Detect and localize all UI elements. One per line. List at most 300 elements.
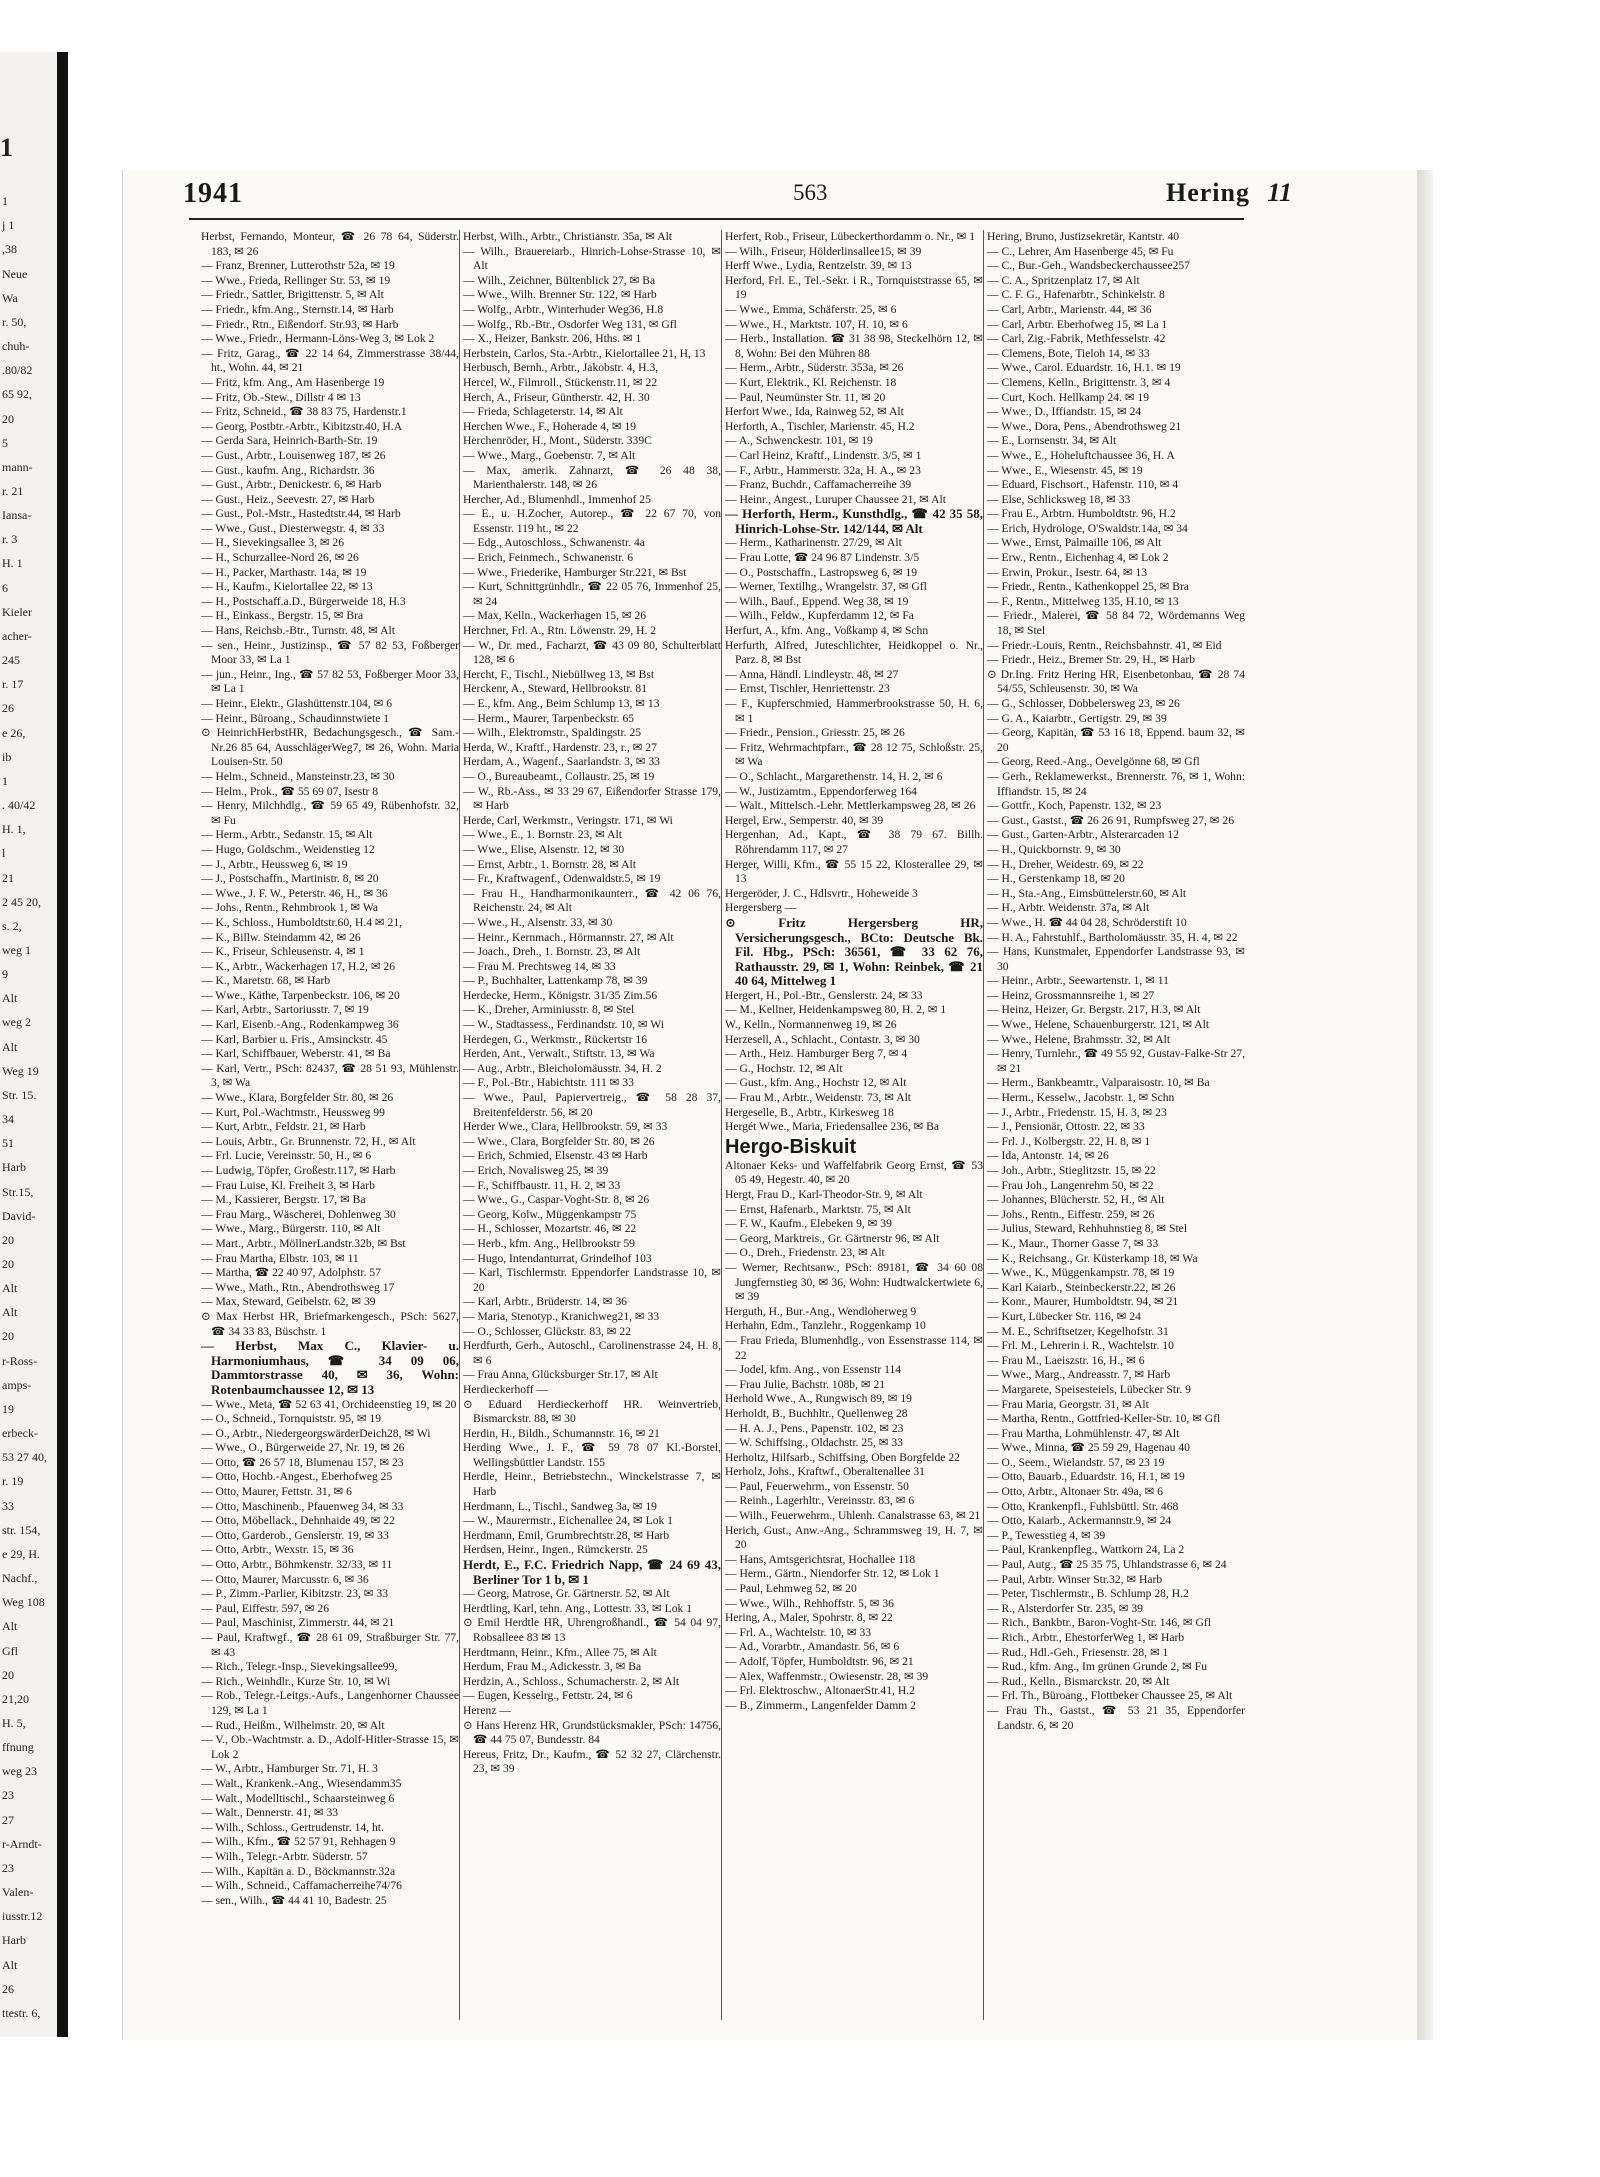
directory-entry: — Herb., kfm. Ang., Hellbrookstr 59	[463, 1236, 635, 1250]
directory-entry: — Paul, Neumünster Str. 11, ✉ 20	[725, 390, 886, 404]
directory-entry: — W., Arbtr., Hamburger Str. 71, H. 3	[201, 1762, 378, 1776]
previous-page-text: weg 23	[2, 1764, 37, 1779]
previous-page-text: 245	[2, 653, 20, 668]
directory-entry: — Friedr., Rentn., Kathenkoppel 25, ✉ Bra	[987, 580, 1189, 594]
directory-entry: — Maria, Stenotyp., Kranichweg21, ✉ 33	[463, 1309, 660, 1323]
directory-entry: — Frau Th., Gastst., ☎ 53 21 35, Eppendorfer Landstr. 6, ✉ 20	[987, 1703, 1245, 1732]
directory-entry: — Herbst, Max C., Klavier- u. Harmoniumhaus, ☎ 34 09 06, Dammtorstrasse 40, ✉ 36, Wohn: Rotenbaumchaussee 12, ✉ 13	[201, 1338, 459, 1397]
directory-entry: — Martha, ☎ 22 40 97, Adolphstr. 57	[201, 1266, 381, 1280]
previous-page-text: 51	[2, 1136, 14, 1151]
directory-entry: — Gottfr., Koch, Papenstr. 132, ✉ 23	[987, 799, 1162, 813]
directory-entry: — Hugo, Intendanturrat, Grindelhof 103	[463, 1251, 652, 1265]
directory-entry: — Wilh., Telegr.-Arbtr. Süderstr. 57	[201, 1849, 368, 1863]
directory-entry: — Herm., Bankbeamtr., Valparaisostr. 10, ✉ Ba	[987, 1076, 1210, 1090]
previous-page-text: l	[2, 846, 6, 861]
directory-entry: — H., Gerstenkamp 18, ✉ 20	[987, 872, 1125, 886]
page-edge-shadow	[1417, 170, 1433, 2040]
directory-entry: Hercel, W., Filmroll., Stückenstr.11, ✉ 22	[463, 375, 658, 389]
directory-entry: — J., Arbtr., Friedenstr. 15, H. 3, ✉ 23	[987, 1105, 1167, 1119]
directory-entry: — J., Arbtr., Heussweg 6, ✉ 19	[201, 857, 348, 871]
directory-entry: — Otto, Maschinenb., Pfauenweg 34, ✉ 33	[201, 1499, 404, 1513]
directory-entry: — Johs., Rentn., Eiffestr. 259, ✉ 26	[987, 1207, 1155, 1221]
directory-entry: Herdtling, Karl, tehn. Ang., Lottestr. 33, ✉ Lok 1	[463, 1601, 692, 1615]
directory-entry: Herchenröder, H., Mont., Süderstr. 339C	[463, 434, 652, 448]
directory-entry: — O., Schneid., Tornquiststr. 95, ✉ 19	[201, 1412, 382, 1426]
directory-entry: — Frl. J., Kolbergstr. 22, H. 8, ✉ 1	[987, 1134, 1151, 1148]
directory-entry: Herdsen, Heinr., Ingen., Rümckerstr. 25	[463, 1543, 648, 1557]
directory-entry: — Paul, Autg., ☎ 25 35 75, Uhlandstrasse 6, ✉ 24	[987, 1558, 1227, 1572]
previous-page-text: erbeck-	[2, 1426, 38, 1441]
directory-entry: — Karl, Tischlermstr. Eppendorfer Landstrasse 10, ✉ 20	[463, 1266, 721, 1294]
directory-entry: — Wwe., Frieda, Rellinger Str. 53, ✉ 19	[201, 273, 391, 287]
directory-entry: — O., Bureaubeamt., Collaustr. 25, ✉ 19	[463, 769, 655, 783]
directory-entry: Hergel, Erw., Semperstr. 40, ✉ 39	[725, 813, 884, 827]
previous-page-text: Harb	[2, 1933, 26, 1948]
directory-entry: — Otto, ☎ 26 57 18, Blumenau 157, ✉ 23	[201, 1455, 404, 1469]
directory-entry: — Erwin, Prokur., Isestr. 64, ✉ 13	[987, 565, 1148, 579]
directory-entry: — Wwe., H., Marktstr. 107, H. 10, ✉ 6	[725, 317, 908, 331]
directory-entry: — Frau Lotte, ☎ 24 96 87 Lindenstr. 3/5	[725, 551, 920, 565]
directory-entry: — P., Buchhalter, Lattenkamp 78, ✉ 39	[463, 974, 648, 988]
directory-entry: — Wwe., Helene, Schauenburgerstr. 121, ✉ Alt	[987, 1018, 1210, 1032]
directory-entry: — H. A., Fahrstuhlf., Bartholomäusstr. 35, H. 4, ✉ 22	[987, 930, 1238, 944]
directory-entry: — Frl. M., Lehrerin i. R., Wachtelstr. 10	[987, 1339, 1174, 1353]
directory-entry: Herholtz, Hilfsarb., Schiffsing, Oben Borgfelde 22	[725, 1450, 960, 1464]
column-divider	[721, 230, 722, 2020]
directory-entry: — O., Schlacht., Margarethenstr. 14, H. 2, ✉ 6	[725, 769, 943, 783]
directory-entry: — C., Bur.-Geh., Wandsbeckerchaussee257	[987, 259, 1190, 273]
directory-entry: — G., Schlosser, Dobbelersweg 23, ✉ 26	[987, 697, 1180, 710]
directory-entry: — Wwe., G., Caspar-Voght-Str. 8, ✉ 26	[463, 1193, 650, 1207]
directory-entry: — Ernst, Tischler, Henriettenstr. 23	[725, 682, 890, 696]
directory-entry: — Wilh., Kfm., ☎ 52 57 91, Rehhagen 9	[201, 1835, 396, 1849]
directory-entry: — Paul, Eiffestr. 597, ✉ 26	[201, 1601, 330, 1615]
directory-entry: — Franz, Brenner, Lutterothstr 52a, ✉ 19	[201, 259, 395, 273]
previous-page-text: r. 21	[2, 484, 24, 499]
directory-entry: — Frau Maria, Georgstr. 31, ✉ Alt	[987, 1397, 1149, 1411]
directory-entry: Herding Wwe., J. F., ☎ 59 78 07 Kl.-Borstel, Wellingsbüttler Landstr. 155	[463, 1441, 721, 1469]
directory-entry: Herbusch, Bernh., Arbtr., Jakobstr. 4, H.3,	[463, 361, 659, 375]
directory-entry: — Reinh., Lagerhltr., Vereinsstr. 83, ✉ 6	[725, 1494, 915, 1508]
directory-entry: — Friedr.-Louis, Rentn., Reichsbahnstr. 41, ✉ Eid	[987, 638, 1222, 652]
directory-entry: — Clemens, Bote, Tieloh 14, ✉ 33	[987, 346, 1150, 360]
previous-page-text: iusstr.12	[2, 1909, 43, 1924]
directory-entry: — Wwe., Carol. Eduardstr. 16, H.1. ✉ 19	[987, 361, 1181, 375]
directory-entry: — K., Dreher, Arminiusstr. 8, ✉ Stel	[463, 1003, 635, 1017]
page-number: 563	[793, 180, 828, 205]
directory-entry: — W. Schiffsing., Oldachstr. 25, ✉ 33	[725, 1436, 903, 1450]
previous-page-text: Alt	[2, 1305, 18, 1320]
directory-entry: — H., Einkass., Bergstr. 15, ✉ Bra	[201, 609, 364, 623]
directory-entry: — Frau M. Prechtsweg 14, ✉ 33	[463, 959, 616, 973]
directory-entry: — E., Lornsenstr. 34, ✉ Alt	[987, 434, 1117, 448]
directory-entry: — Wwe., E., 1. Bornstr. 23, ✉ Alt	[463, 828, 622, 842]
directory-entry: — Kurt, Elektrik., Kl. Reichenstr. 18	[725, 375, 897, 389]
directory-entry: — Fritz, Wehrmachtpfarr., ☎ 28 12 75, Schloßstr. 25, ✉ Wa	[725, 740, 983, 769]
directory-entry: — Georg, Kapitän, ☎ 53 16 18, Eppend. baum 32, ✉ 20	[987, 726, 1245, 754]
directory-entry: — Herb., Installation. ☎ 31 38 98, Steckelhörn 12, ✉ 8, Wohn: Bei den Mühren 88	[725, 332, 983, 360]
directory-entry: — F., Pol.-Btr., Habichtstr. 111 ✉ 33	[463, 1076, 634, 1090]
header-rule	[189, 218, 1244, 220]
previous-page-text: r. 19	[2, 1474, 24, 1489]
directory-entry: — Frl. Lucie, Vereinsstr. 50, H., ✉ 6	[201, 1149, 372, 1163]
directory-entry: — Frau Joh., Langenrehm 50, ✉ 22	[987, 1178, 1154, 1192]
directory-entry: — Heinr., Arbtr., Seewartenstr. 1, ✉ 11	[987, 974, 1169, 988]
directory-entry: — K., Arbtr., Wackerhagen 17, H.2, ✉ 26	[201, 959, 396, 973]
directory-entry: — sen., Heinr., Justizinsp., ☎ 57 82 53, Foßberger Moor 33, ✉ La 1	[201, 638, 459, 667]
directory-entry: — Rich., Arbtr., EhestorferWeg 1, ✉ Harb	[987, 1631, 1185, 1644]
directory-entry: Herder Wwe., Clara, Hellbrookstr. 59, ✉ 33	[463, 1120, 668, 1134]
directory-entry: Herdle, Heinr., Betriebstechn., Winckelstrasse 7, ✉ Harb	[463, 1470, 721, 1499]
directory-entry: — Kurt, Schnittgrünhdlr., ☎ 22 05 76, Immenhof 25, ✉ 24	[463, 580, 721, 608]
directory-entry: Herhahn, Edm., Tanzlehr., Roggenkamp 10	[725, 1319, 926, 1333]
directory-entry: ⊙ Emil Herdtle HR, Uhrengroßhandl., ☎ 54 04 97, Robsalleee 83 ✉ 13	[463, 1616, 721, 1644]
directory-entry: — Erich, Feinmech., Schwanenstr. 6	[463, 551, 634, 565]
directory-entry: — O., Arbtr., NiedergeorgswärderDeich28, ✉ Wi	[201, 1426, 431, 1440]
directory-entry: — Heinr., Kernmach., Hörmannstr. 27, ✉ Alt	[463, 930, 674, 944]
directory-entry: Herchner, Frl. A., Rtn. Löwenstr. 29, H. 2	[463, 624, 657, 638]
directory-entry: Herenz —	[463, 1703, 511, 1717]
previous-page-text: str. 154,	[2, 1522, 41, 1537]
directory-entry: Hereus, Fritz, Dr., Kaufm., ☎ 52 32 27, Clärchenstr. 23, ✉ 39	[463, 1747, 721, 1776]
directory-entry: — Werner, Textilhg., Wrangelstr. 37, ✉ Gfl	[725, 580, 927, 594]
directory-entry: — Wwe., H. ☎ 44 04 28, Schröderstift 10	[987, 915, 1187, 929]
directory-entry: — Frau Frieda, Blumenhdlg., von Essenstrasse 114, ✉ 22	[725, 1333, 983, 1362]
directory-entry: — Frau Julie, Bachstr. 108b, ✉ 21	[725, 1377, 886, 1391]
directory-entry: Hergenhan, Ad., Kapt., ☎ 38 79 67. Billh. Röhrendamm 117, ✉ 27	[725, 828, 983, 856]
directory-entry: — sen., Wilh., ☎ 44 41 10, Badestr. 25	[201, 1893, 387, 1907]
directory-entry: — Hugo, Goldschm., Weidenstieg 12	[201, 842, 375, 856]
directory-entry: — Wilh., Feuerwehrm., Uhlenh. Canalstrasse 63, ✉ 21	[725, 1509, 981, 1523]
directory-entry: Herda, W., Kraftf., Hardenstr. 23, r., ✉ 27	[463, 740, 657, 754]
directory-entry: Herdecke, Herm., Königstr. 31/35 Zim.56	[463, 988, 658, 1002]
directory-entry: — Hans, Reichsb.-Btr., Turnstr. 48, ✉ Alt	[201, 624, 395, 638]
directory-entry: — Joh., Arbtr., Stieglitzstr. 15, ✉ 22	[987, 1164, 1156, 1177]
directory-entry: — F., Kupferschmied, Hammerbrookstrasse 50, H. 6, ✉ 1	[725, 697, 983, 725]
directory-entry: — Wwe., Klara, Borgfelder Str. 80, ✉ 26	[201, 1091, 394, 1105]
previous-page-text: s. 2,	[2, 918, 22, 933]
entry-columns	[201, 230, 1245, 2020]
directory-entry: — Helm., Schneid., Mansteinstr.23, ✉ 30	[201, 769, 395, 783]
directory-entry: Herdin, H., Bildh., Schumannstr. 16, ✉ 21	[463, 1426, 660, 1440]
directory-entry: — H., Dreher, Weidestr. 69, ✉ 22	[987, 857, 1144, 871]
directory-entry: — Rud., Kelln., Bismarckstr. 20, ✉ Alt	[987, 1674, 1170, 1688]
column-divider	[983, 230, 984, 2020]
directory-entry: — Gust., Pol.-Mstr., Hastedtstr.44, ✉ Harb	[201, 507, 401, 521]
directory-entry: — Gerda Sara, Heinrich-Barth-Str. 19	[201, 434, 378, 448]
previous-page-text: H. 1,	[2, 822, 26, 837]
directory-entry: — Otto, Bauarb., Eduardstr. 16, H.1, ✉ 19	[987, 1470, 1185, 1484]
directory-entry: — Clemens, Kelln., Brigittenstr. 3, ✉ 4	[987, 375, 1171, 389]
directory-entry: — Paul, Kraftwgf., ☎ 28 61 09, Straßburger Str. 77, ✉ 43	[201, 1631, 459, 1659]
directory-entry: — Friedr., kfm.Ang., Sternstr.14, ✉ Harb	[201, 302, 394, 316]
previous-page-text: 1	[2, 773, 8, 788]
directory-entry: — Henry, Milchhdlg., ☎ 59 65 49, Rübenhofstr. 32, ✉ Fu	[201, 799, 459, 827]
directory-entry: — Wwe., Math., Rtn., Abendrothsweg 17	[201, 1280, 395, 1294]
previous-page-text: r-Arndt-	[2, 1836, 42, 1851]
directory-entry: — Otto, Arbtr., Böhmkenstr. 32/33, ✉ 11	[201, 1558, 393, 1572]
directory-entry: — H., Schurzallee-Nord 26, ✉ 26	[201, 551, 359, 565]
previous-page-text: amps-	[2, 1377, 32, 1392]
directory-entry: — X., Heizer, Bankstr. 206, Hths. ✉ 1	[463, 332, 642, 346]
directory-entry: — Otto, Möbellack., Dehnhaide 49, ✉ 22	[201, 1514, 395, 1528]
directory-entry: Herguth, H., Bur.-Ang., Wendloherweg 9	[725, 1304, 917, 1318]
directory-entry: — H., Schlosser, Mozartstr. 46, ✉ 22	[463, 1222, 637, 1236]
directory-entry: — Julius, Steward, Rehhuhnstieg 8, ✉ Stel	[987, 1222, 1188, 1236]
directory-entry: Herdt, E., F.C. Friedrich Napp, ☎ 24 69 43, Berliner Tor 1 b, ✉ 1	[463, 1557, 721, 1587]
directory-entry: — Ludwig, Töpfer, Großestr.117, ✉ Harb	[201, 1164, 396, 1177]
directory-entry: — Curt, Koch. Hellkamp 24. ✉ 19	[987, 390, 1150, 404]
directory-entry: — H., Packer, Marthastr. 14a, ✉ 19	[201, 565, 367, 579]
directory-entry: — P., Tewesstieg 4, ✉ 39	[987, 1528, 1106, 1542]
directory-entry: — Else, Schlicksweg 18, ✉ 33	[987, 492, 1131, 506]
directory-entry: — Gust., Heiz., Seevestr. 27, ✉ Harb	[201, 492, 375, 506]
directory-entry: — Friedr., Pension., Griesstr. 25, ✉ 26	[725, 726, 905, 740]
directory-entry: Herholdt, B., Buchhltr., Quellenweg 28	[725, 1406, 908, 1420]
directory-entry: — Georg, Reed.-Ang., Oevelgönne 68, ✉ Gfl	[987, 755, 1200, 769]
directory-entry: Herdam, A., Wagenf., Saarlandstr. 3, ✉ 33	[463, 755, 660, 769]
directory-entry: — Frau E., Arbtrn. Humboldtstr. 96, H.2	[987, 507, 1176, 521]
directory-entry: — Arth., Heiz. Hamburger Berg 7, ✉ 4	[725, 1047, 908, 1061]
directory-entry: Herdfurth, Gerh., Autoschl., Carolinenstrasse 24, H. 8, ✉ 6	[463, 1339, 721, 1367]
previous-page-text: 1	[2, 194, 8, 209]
previous-page-text: Nachf.,	[2, 1571, 38, 1586]
directory-entry: — Frau H., Handharmonikaunterr., ☎ 42 06 76, Reichenstr. 24, ✉ Alt	[463, 886, 721, 915]
directory-entry: — Paul, Krankenpfleg., Wattkorn 24, La 2	[987, 1543, 1185, 1557]
directory-entry: — W., Rb.-Ass., ✉ 33 29 67, Eißendorfer Strasse 179, ✉ Harb	[463, 784, 721, 813]
directory-entry: — Fritz, kfm. Ang., Am Hasenberge 19	[201, 375, 385, 389]
directory-entry: — Wilh., Kapitän a. D., Böckmannstr.32a	[201, 1864, 396, 1878]
directory-entry: — M., Kellner, Heidenkampsweg 80, H. 2, ✉ 1	[725, 1003, 947, 1017]
directory-entry: Herff Wwe., Lydia, Rentzelstr. 39, ✉ 13	[725, 259, 912, 273]
directory-entry: Hercher, Ad., Blumenhdl., Immenhof 25	[463, 492, 651, 506]
directory-entry: Hergét Wwe., Maria, Friedensallee 236, ✉ Ba	[725, 1120, 940, 1134]
directory-entry: Herdmann, Emil, Grumbrechtstr.28, ✉ Harb	[463, 1528, 670, 1542]
directory-entry: — Karl, Arbtr., Brüderstr. 14, ✉ 36	[463, 1295, 627, 1309]
previous-page-text: 5	[2, 435, 8, 450]
directory-entry: — Frau Marg., Wäscherei, Dohlenweg 30	[201, 1207, 396, 1221]
directory-entry: — Frau Luise, Kl. Freiheit 3, ✉ Harb	[201, 1178, 375, 1192]
directory-entry: — R., Alsterdorfer Str. 235, ✉ 39	[987, 1601, 1143, 1615]
directory-entry: Herdmann, L., Tischl., Sandweg 3a, ✉ 19	[463, 1499, 657, 1513]
directory-entry: — Herm., Katharinenstr. 27/29, ✉ Alt	[725, 536, 902, 550]
directory-entry: — Max, Kelln., Wackerhagen 15, ✉ 26	[463, 609, 647, 623]
directory-entry: — Martha, Rentn., Gottfried-Keller-Str. 10, ✉ Gfl	[987, 1412, 1221, 1426]
previous-page-text: ,38	[2, 242, 17, 257]
directory-entry: — Erw., Rentn., Eichenhag 4, ✉ Lok 2	[987, 551, 1169, 565]
previous-page-text: r. 3	[2, 532, 18, 547]
directory-entry: — Frau M., Laeiszstr. 16, H., ✉ 6	[987, 1353, 1145, 1367]
directory-entry: Herde, Carl, Werkmstr., Veringstr. 171, ✉ Wi	[463, 813, 673, 827]
directory-entry: — H., Postschaff.a.D., Bürgerweide 18, H.3	[201, 594, 406, 608]
directory-entry: Hercht, F., Tischl., Niebüllweg 13, ✉ Bst	[463, 667, 655, 681]
previous-page-text: 19	[2, 1401, 14, 1416]
running-head-keyword: Hering	[1166, 178, 1250, 207]
directory-entry: — Adolf, Töpfer, Humboldtstr. 96, ✉ 21	[725, 1655, 914, 1668]
directory-entry: — Jodel, kfm. Ang., von Essenstr 114	[725, 1363, 902, 1377]
directory-entry: Herdzin, A., Schloss., Schumacherstr. 2, ✉ Alt	[463, 1674, 680, 1688]
directory-entry: ⊙ Max Herbst HR, Briefmarkengesch., PSch: 5627, ☎ 34 33 83, Büschstr. 1	[201, 1309, 459, 1338]
directory-entry: — Ad., Vorarbtr., Amandastr. 56, ✉ 6	[725, 1640, 900, 1654]
directory-entry: — Wwe., K., Müggenkampstr. 78, ✉ 19	[987, 1266, 1175, 1280]
directory-entry: — Walt., Krankenk.-Ang., Wiesendamm35	[201, 1776, 402, 1790]
directory-entry: — Georg, Postbtr.-Arbtr., Kibitzstr.40, H.A	[201, 419, 403, 433]
directory-entry: — Wwe., Elise, Alsenstr. 12, ✉ 30	[463, 842, 625, 856]
directory-entry: — C. F. G., Hafenarbtr., Schinkelstr. 8	[987, 288, 1165, 302]
directory-entry: — O., Schlosser, Glückstr. 83, ✉ 22	[463, 1324, 632, 1338]
directory-entry: — Rud., Hdl.-Geh., Friesenstr. 28, ✉ 1	[987, 1645, 1169, 1659]
directory-entry: — W., Justizamtm., Eppendorferweg 164	[725, 784, 917, 798]
directory-entry: — Karl, Vertr., PSch: 82437, ☎ 28 51 93, Mühlenstr. 3, ✉ Wa	[201, 1061, 459, 1090]
directory-entry: — Erich, Schmied, Elsenstr. 43 ✉ Harb	[463, 1149, 648, 1163]
directory-entry: Herich, Gust., Anw.-Ang., Schrammsweg 19, H. 7, ✉ 20	[725, 1523, 983, 1552]
directory-entry: — C. A., Spritzenplatz 17, ✉ Alt	[987, 273, 1140, 287]
directory-entry: — Herm., Maurer, Tarpenbeckstr. 65	[463, 711, 635, 725]
previous-page-text: 53 27 40,	[2, 1450, 47, 1465]
previous-page-text: 21	[2, 870, 14, 885]
running-head-column-group: 11	[1267, 178, 1292, 207]
directory-entry: — Rich., Bankbtr., Baron-Voght-Str. 146, ✉ Gfl	[987, 1616, 1211, 1630]
directory-entry: — Gerh., Reklamewerkst., Brennerstr. 76, ✉ 1, Wohn: Iffiandstr. 15, ✉ 24	[987, 769, 1245, 798]
directory-entry: — Wilh., Schneid., Caffamacherreihe74/76	[201, 1879, 402, 1893]
directory-entry: — Max, Steward, Geibelstr. 62, ✉ 39	[201, 1295, 376, 1309]
previous-page-text: r. 50,	[2, 314, 27, 329]
directory-entry: — H., Sievekingsallee 3, ✉ 26	[201, 536, 345, 550]
previous-page-text: Alt	[2, 1039, 18, 1054]
directory-entry: — H., Quickbornstr. 9, ✉ 30	[987, 842, 1121, 856]
directory-entry: — G. A., Kaiarbtr., Gertigstr. 29, ✉ 39	[987, 711, 1167, 725]
directory-entry: — Hans, Amtsgerichtsrat, Hochallee 118	[725, 1552, 916, 1566]
directory-entry: — K., Reichsang., Gr. Küsterkamp 18, ✉ Wa	[987, 1251, 1198, 1265]
directory-entry: — V., Ob.-Wachtmstr. a. D., Adolf-Hitler-Strasse 15, ✉ Lok 2	[201, 1733, 459, 1761]
directory-entry: — Wwe., Ernst, Palmaille 106, ✉ Alt	[987, 536, 1162, 550]
directory-entry: — Carl Heinz, Kraftf., Lindenstr. 3/5, ✉ 1	[725, 448, 922, 462]
directory-entry: — Walt., Modelltischl., Schaarsteinweg 6	[201, 1791, 395, 1805]
directory-entry: — Walt., Dennerstr. 41, ✉ 33	[201, 1806, 339, 1820]
directory-entry: — O., Dreh., Friedenstr. 23, ✉ Alt	[725, 1246, 885, 1260]
directory-entry: — Rich., Weinhdlr., Kurze Str. 10, ✉ Wi	[201, 1674, 391, 1688]
previous-page-text: ttestr. 6,	[2, 2005, 41, 2020]
previous-page-text: Weg 108	[2, 1595, 45, 1610]
directory-entry: — Alex, Waffenmstr., Owiesenstr. 28, ✉ 39	[725, 1669, 929, 1683]
directory-entry: — F., Arbtr., Hammerstr. 32a, H. A., ✉ 23	[725, 463, 921, 477]
directory-entry: — Rud., kfm. Ang., Im grünen Grunde 2, ✉ Fu	[987, 1660, 1207, 1674]
directory-entry: — Wwe., Wilh., Rehhoffstr. 5, ✉ 36	[725, 1596, 894, 1610]
directory-entry: Herforth, A., Tischler, Marienstr. 45, H.2	[725, 419, 915, 433]
directory-entry: — Wilh., Elektromstr., Spaldingstr. 25	[463, 726, 642, 740]
directory-entry: — Gust., Arbtr., Denickestr. 6, ✉ Harb	[201, 478, 382, 492]
directory-entry: — Frl. A., Wachtelstr. 10, ✉ 33	[725, 1625, 872, 1639]
previous-page-text: Alt	[2, 991, 18, 1006]
directory-entry: — Kurt, Pol.-Wachtmstr., Heussweg 99	[201, 1105, 385, 1119]
previous-page-text: 20	[2, 411, 14, 426]
previous-page-text: ffnung	[2, 1740, 34, 1755]
directory-entry: — Wwe., O., Bürgerweide 27, Nr. 19, ✉ 26	[201, 1441, 405, 1455]
previous-page-text: Kieler	[2, 604, 32, 619]
directory-entry: — Herm., Arbtr., Süderstr. 353a, ✉ 26	[725, 361, 904, 375]
column-1	[201, 230, 459, 2020]
directory-entry: — E., u. H.Zocher, Autorep., ☎ 22 67 70, von Essenstr. 119 ht., ✉ 22	[463, 507, 721, 535]
directory-entry: — P., Zimm.-Parlier, Kibitzstr. 23, ✉ 33	[201, 1587, 389, 1601]
previous-page-text: David-	[2, 1208, 36, 1223]
previous-page-text: Str. 15.	[2, 1087, 37, 1102]
directory-entry: — F., Rentn., Mittelweg 135, H.10, ✉ 13	[987, 594, 1179, 608]
directory-entry: Herfort Wwe., Ida, Rainweg 52, ✉ Alt	[725, 405, 904, 419]
directory-entry: — Eugen, Kesselrg., Fettstr. 24, ✉ 6	[463, 1689, 633, 1703]
directory-entry: — Margarete, Speisesteiels, Lübecker Str. 9	[987, 1382, 1191, 1396]
directory-entry: Herbst, Fernando, Monteur, ☎ 26 78 64, Süderstr. 183, ✉ 26	[201, 230, 459, 258]
directory-entry: — F. W., Kaufm., Elebeken 9, ✉ 39	[725, 1217, 892, 1231]
directory-entry: — Rich., Telegr.-Insp., Sievekingsallee99,	[201, 1660, 398, 1674]
directory-entry: — Wwe., E., Hoheluftchaussee 36, H. A	[987, 448, 1175, 462]
directory-entry: — Karl Kaiarb., Steinbeckerstr.22, ✉ 26	[987, 1280, 1176, 1294]
previous-page-text: chuh-	[2, 339, 30, 354]
directory-entry: — Carl, Zig.-Fabrik, Methfesselstr. 42	[987, 332, 1166, 346]
previous-page-text: 21,20	[2, 1691, 29, 1706]
directory-entry: ⊙ Eduard Herdieckerhoff HR. Weinvertrieb, Bismarckstr. 88, ✉ 30	[463, 1397, 721, 1426]
previous-page-text: 27	[2, 1812, 14, 1827]
directory-entry: Hergersberg —	[725, 901, 797, 915]
directory-entry: — W., Maurermstr., Eichenallee 24, ✉ Lok 1	[463, 1514, 673, 1528]
directory-entry: — Franz, Buchdr., Caffamacherreihe 39	[725, 478, 912, 492]
directory-entry: — Wilh., Feldw., Kupferdamm 12, ✉ Fa	[725, 609, 914, 623]
directory-entry: — Wwe., E., Wiesenstr. 45, ✉ 19	[987, 463, 1143, 477]
directory-entry: — Frieda, Schlageterstr. 14, ✉ Alt	[463, 405, 623, 419]
directory-entry: Hergeröder, J. C., Hdlsvrtr., Hoheweide 3	[725, 886, 918, 900]
previous-page-text: Wa	[2, 290, 18, 305]
directory-entry: — Karl, Schiffbauer, Weberstr. 41, ✉ Ba	[201, 1047, 391, 1061]
directory-entry: Herholz, Johs., Kraftwf., Oberaltenallee 31	[725, 1465, 925, 1479]
directory-entry: — Gust., kfm. Ang., Hochstr 12, ✉ Alt	[725, 1076, 907, 1090]
directory-entry: — Walt., Mittelsch.-Lehr. Mettlerkampsweg 28, ✉ 26	[725, 799, 976, 813]
directory-entry: — Karl, Arbtr., Sartoriusstr. 7, ✉ 19	[201, 1003, 369, 1017]
directory-entry: — Karl, Barbier u. Fris., Amsinckstr. 45	[201, 1032, 388, 1046]
directory-entry: Herfurt, A., kfm. Ang., Voßkamp 4, ✉ Schn	[725, 624, 929, 638]
directory-entry: — Aug., Arbtr., Bleicholomäusstr. 34, H. 2	[463, 1061, 662, 1075]
column-divider	[459, 230, 460, 2020]
directory-entry: — Friedr., Sattler, Brigittenstr. 5, ✉ Alt	[201, 288, 384, 302]
directory-entry: — Henry, Turnlehr., ☎ 49 55 92, Gustav-Falke-Str 27, ✉ 21	[987, 1047, 1245, 1075]
directory-entry: Herzesell, A., Schlacht., Contastr. 3, ✉ 30	[725, 1032, 920, 1046]
directory-entry: — B., Zimmerm., Langenfelder Damm 2	[725, 1698, 916, 1712]
directory-entry: — O., Postschaffn., Lastropsweg 6, ✉ 19	[725, 565, 918, 579]
directory-entry: — Wwe., Gust., Diesterwegstr. 4, ✉ 33	[201, 521, 385, 535]
directory-entry: — H., Arbtr. Weidenstr. 37a, ✉ Alt	[987, 901, 1150, 915]
directory-entry: — Fritz, Schneid., ☎ 38 83 75, Hardenstr.1	[201, 405, 407, 419]
directory-entry: — Friedr., Malerei, ☎ 58 84 72, Wördemanns Weg 18, ✉ Stel	[987, 609, 1245, 638]
directory-entry: — Paul, Lehmweg 52, ✉ 20	[725, 1582, 857, 1596]
directory-entry: — Helm., Prok., ☎ 55 69 07, Isestr 8	[201, 784, 379, 798]
previous-page-text: weg 2	[2, 1015, 31, 1030]
previous-page-text: .80/82	[2, 363, 33, 378]
directory-entry: — Wolfg., Arbtr., Winterhuder Weg36, H.8	[463, 302, 664, 316]
previous-page-text: Str.15,	[2, 1184, 34, 1199]
directory-entry: Herhold Wwe., A., Rungwisch 89, ✉ 19	[725, 1392, 912, 1406]
previous-page-text: r-Ross-	[2, 1353, 38, 1368]
directory-entry: — Herm., Gärtn., Niendorfer Str. 12, ✉ Lok 1	[725, 1567, 940, 1581]
directory-entry: — Paul, Maschinist, Zimmerstr. 44, ✉ 21	[201, 1616, 395, 1630]
previous-page-text: 26	[2, 701, 14, 716]
directory-entry: — Ida, Antonstr. 14, ✉ 26	[987, 1149, 1109, 1163]
previous-page-text: Weg 19	[2, 1063, 39, 1078]
previous-page-text: 34	[2, 1112, 14, 1127]
directory-entry: — A., Schwenckestr. 101, ✉ 19	[725, 434, 873, 448]
directory-entry: — Max, amerik. Zahnarzt, ☎ 26 48 38, Marienthalerstr. 148, ✉ 26	[463, 463, 721, 492]
previous-page-text: 20	[2, 1329, 14, 1344]
directory-entry: — Gust., kaufm. Ang., Richardstr. 36	[201, 463, 375, 477]
previous-page-text: ib	[2, 749, 12, 764]
directory-entry: — Wwe., Marg., Andreasstr. 7, ✉ Harb	[987, 1368, 1171, 1382]
